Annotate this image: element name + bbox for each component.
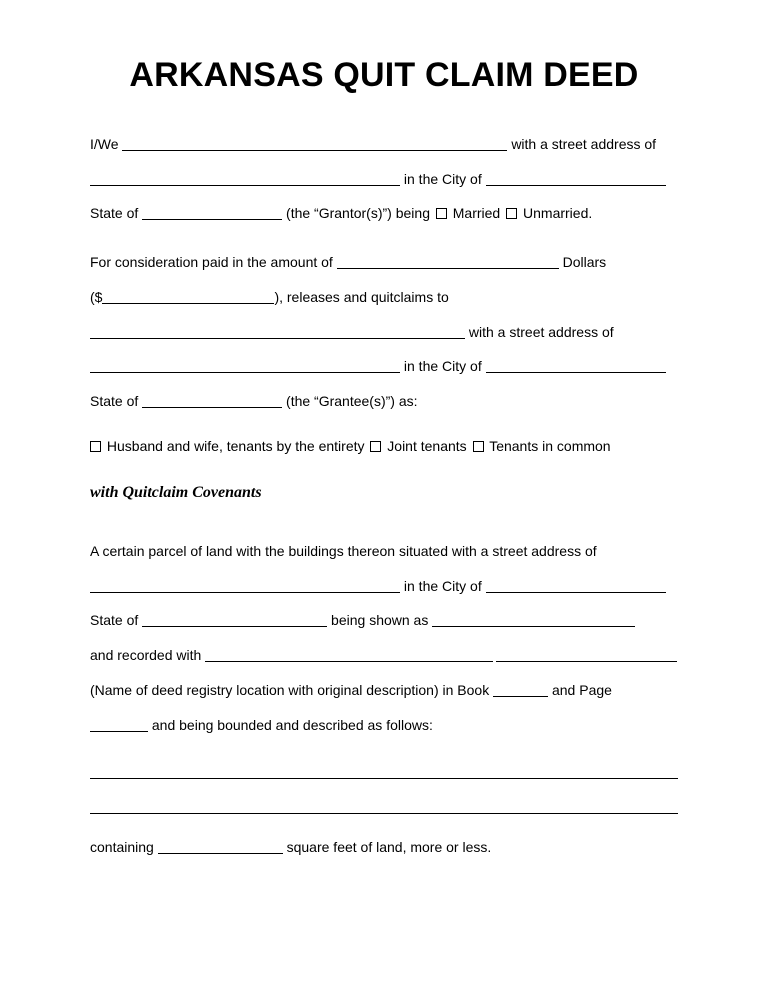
grantor-state-line xyxy=(90,196,678,231)
square-feet-blank[interactable] xyxy=(158,842,283,854)
grantor-intro-prefix: I/We xyxy=(90,136,119,152)
grantee-state-label: State of xyxy=(90,392,139,409)
property-state-blank[interactable] xyxy=(142,615,327,627)
parcel-intro-line: A certain parcel of land with the buildings thereon situated with a street address of xyxy=(90,543,597,560)
grantee-city-label: in the City of xyxy=(403,358,482,375)
unmarried-label: Unmarried. xyxy=(523,205,593,222)
description-blank-line-1[interactable] xyxy=(90,767,678,779)
property-street-address-blank[interactable] xyxy=(90,581,400,593)
grantee-name-blank[interactable] xyxy=(90,327,465,339)
grantee-state-blank[interactable] xyxy=(142,396,282,408)
containing-label: containing xyxy=(90,838,154,855)
release-suffix: ), releases and quitclaims to xyxy=(274,288,449,305)
grantor-address-line xyxy=(90,162,678,197)
joint-tenants-label: Joint tenants xyxy=(387,437,467,454)
containing-suffix: square feet of land, more or less. xyxy=(286,838,492,855)
description-blank-line-2[interactable] xyxy=(90,802,678,814)
tenancy-options-section xyxy=(90,429,678,464)
covenant-line: with Quitclaim Covenants xyxy=(90,484,262,502)
consideration-numeric-line xyxy=(90,280,678,315)
description-line-1 xyxy=(90,755,678,790)
property-state-label: State of xyxy=(90,612,139,629)
shown-as-blank[interactable] xyxy=(432,615,635,627)
containing-line xyxy=(90,830,678,865)
grantee-street-address-blank[interactable] xyxy=(90,361,400,373)
grantee-address-suffix: with a street address of xyxy=(468,323,614,340)
consideration-section xyxy=(90,245,678,419)
shown-as-label: being shown as xyxy=(331,612,429,629)
property-section xyxy=(90,534,678,742)
consideration-amount-numeric-blank[interactable] xyxy=(102,292,274,304)
recorded-with-label: and recorded with xyxy=(90,647,202,664)
grantee-state-line xyxy=(90,384,678,419)
grantee-address-line xyxy=(90,349,678,384)
grantor-state-label: State of xyxy=(90,205,139,222)
grantee-name-line xyxy=(90,315,678,350)
recorded-with-blank-1[interactable] xyxy=(205,650,493,662)
property-address-line xyxy=(90,569,678,604)
grantor-intro-suffix: with a street address of xyxy=(511,136,657,152)
grantor-name-blank[interactable] xyxy=(122,139,507,151)
description-line-2 xyxy=(90,790,678,825)
amount-prefix: For consideration paid in the amount of xyxy=(90,254,333,271)
grantor-street-address-blank[interactable] xyxy=(90,174,400,186)
grantor-city-blank[interactable] xyxy=(486,174,666,186)
unmarried-checkbox[interactable] xyxy=(506,208,517,219)
page-number-blank[interactable] xyxy=(90,720,148,732)
grantor-section xyxy=(90,127,678,231)
grantee-designation-label: (the “Grantee(s)”) as: xyxy=(286,392,418,409)
grantor-designation-label: (the “Grantor(s)”) being xyxy=(286,205,430,222)
married-checkbox[interactable] xyxy=(436,208,447,219)
property-city-blank[interactable] xyxy=(486,581,666,593)
bounded-label: and being bounded and described as follows: xyxy=(151,716,433,733)
page-label: and Page xyxy=(551,681,612,698)
grantor-intro-line xyxy=(90,127,678,162)
grantor-state-blank[interactable] xyxy=(142,208,282,220)
description-lines-section xyxy=(90,755,678,824)
dollar-prefix: ($ xyxy=(90,288,103,305)
book-number-blank[interactable] xyxy=(493,685,548,697)
tenancy-options-line xyxy=(90,429,678,464)
tenants-common-label: Tenants in common xyxy=(489,437,611,454)
husband-wife-checkbox[interactable] xyxy=(90,441,101,452)
bounded-line xyxy=(90,708,678,743)
property-state-line xyxy=(90,603,678,638)
joint-tenants-checkbox[interactable] xyxy=(370,441,381,452)
covenant-section xyxy=(90,476,678,511)
document-title: ARKANSAS QUIT CLAIM DEED xyxy=(129,56,639,94)
property-city-label: in the City of xyxy=(403,577,482,594)
registry-book-line xyxy=(90,673,678,708)
recorded-with-line xyxy=(90,638,678,673)
registry-label: (Name of deed registry location with original description) in Book xyxy=(90,681,490,698)
grantor-city-label: in the City of xyxy=(403,170,482,187)
husband-wife-label: Husband and wife, tenants by the entirety xyxy=(106,437,365,454)
grantee-city-blank[interactable] xyxy=(486,361,666,373)
containing-section xyxy=(90,830,678,865)
married-label: Married xyxy=(452,205,501,222)
tenants-common-checkbox[interactable] xyxy=(473,441,484,452)
consideration-amount-line xyxy=(90,245,678,280)
consideration-amount-words-blank[interactable] xyxy=(337,257,559,269)
amount-suffix: Dollars xyxy=(562,254,607,271)
recorded-with-blank-2[interactable] xyxy=(496,650,677,662)
